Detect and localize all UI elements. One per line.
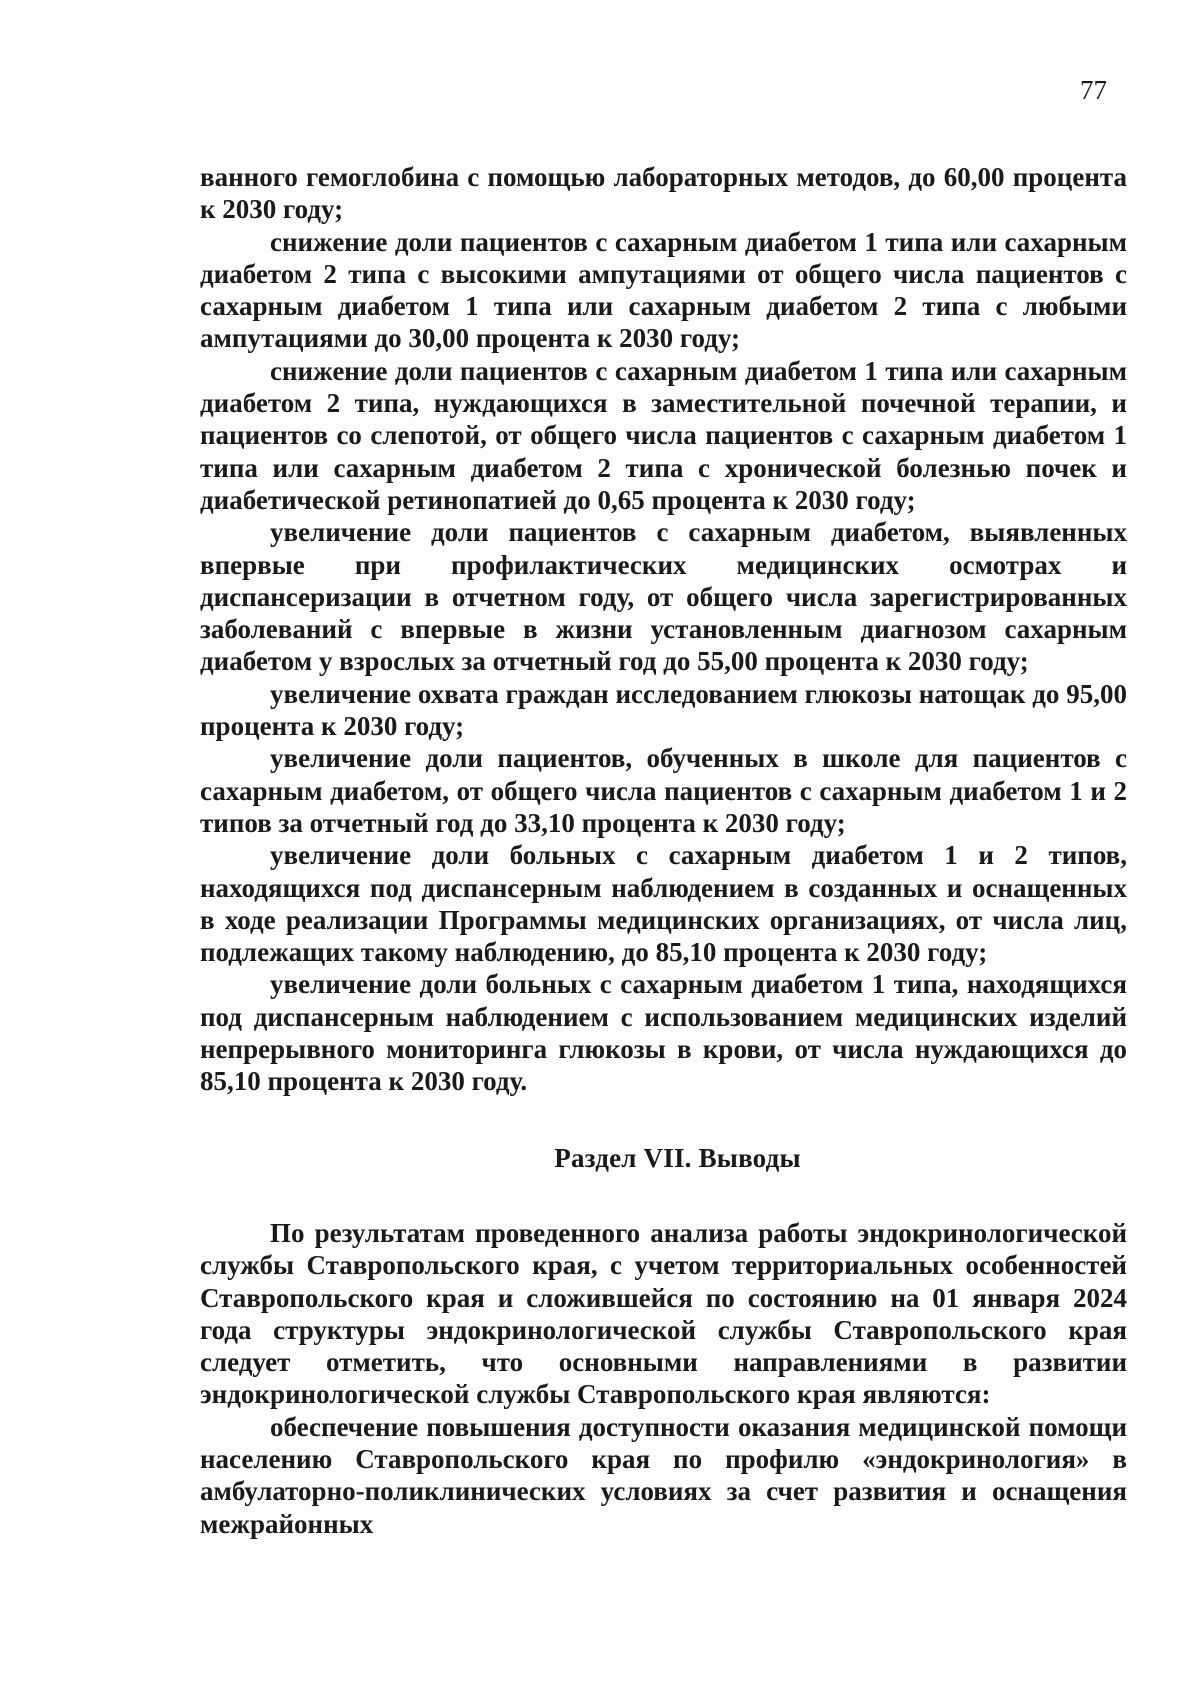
page-number: 77 — [1080, 75, 1107, 105]
paragraph: увеличение доли больных с сахарным диабетом 1 типа, находящихся под диспансерным наблюдением с использованием медицинских изделий непрерывного мониторинга глюкозы в крови, от числа нуждающихся до 85,10 процента к 2030 году. — [200, 969, 1127, 1097]
paragraph: ванного гемоглобина с помощью лабораторных методов, до 60,00 процента к 2030 году; — [200, 162, 1127, 225]
paragraph: снижение доли пациентов с сахарным диабетом 1 типа или сахарным диабетом 2 типа с высокими ампутациями от общего числа пациентов с сахарным диабетом 1 типа или сахарным диабетом 2 типа с любыми ампутациями до 30,00 процента к 2030 году; — [200, 226, 1127, 354]
section-heading — [200, 1142, 1127, 1174]
paragraph: По результатам проведенного анализа работы эндокринологической службы Ставропольского края, с учетом территориальных особенностей Ставропольского края и сложившейся по состоянию на 01 января 2024 года структуры эндокринологической службы Ставропольского края следует отметить, что основными направлениями в развитии эндокринологической службы Ставропольского края являются: — [200, 1217, 1127, 1410]
page-body — [200, 161, 1127, 1540]
paragraph: обеспечение повышения доступности оказания медицинской помощи населению Ставропольского края по профилю «эндокринология» в амбулаторно-поликлинических условиях за счет развития и оснащения межрайонных — [200, 1411, 1127, 1539]
paragraph: увеличение доли пациентов с сахарным диабетом, выявленных впервые при профилактических медицинских осмотрах и диспансеризации в отчетном году, от общего числа зарегистрированных заболеваний с впервые в жизни установленным диагнозом сахарным диабетом у взрослых за отчетный год до 55,00 процента к 2030 году; — [200, 517, 1127, 677]
paragraph: увеличение доли пациентов, обученных в школе для пациентов с сахарным диабетом, от общего числа пациентов с сахарным диабетом 1 и 2 типов за отчетный год до 33,10 процента к 2030 году; — [200, 743, 1127, 838]
paragraph: увеличение доли больных с сахарным диабетом 1 и 2 типов, находящихся под диспансерным наблюдением в созданных и оснащенных в ходе реализации Программы медицинских организациях, от числа лиц, подлежащих такому наблюдению, до 85,10 процента к 2030 году; — [200, 840, 1127, 968]
paragraph: снижение доли пациентов с сахарным диабетом 1 типа или сахарным диабетом 2 типа, нуждающихся в заместительной почечной терапии, и пациентов со слепотой, от общего числа пациентов с сахарным диабетом 1 типа или сахарным диабетом 2 типа с хронической болезнью почек и диабетической ретинопатией до 0,65 процента к 2030 году; — [200, 355, 1127, 515]
section-title: Раздел VII. Выводы — [554, 1142, 801, 1173]
paragraph: увеличение охвата граждан исследованием глюкозы натощак до 95,00 процента к 2030 году; — [200, 678, 1127, 742]
